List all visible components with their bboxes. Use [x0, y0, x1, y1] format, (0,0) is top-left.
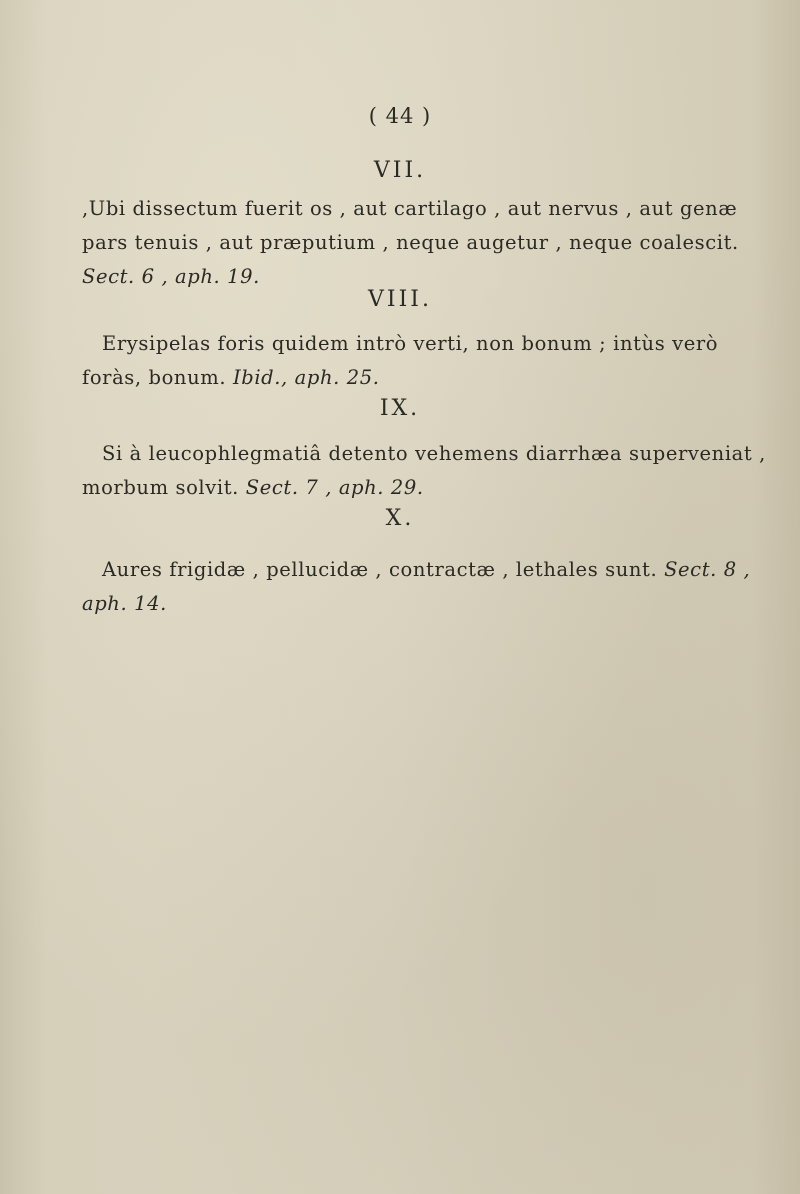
text-line: Erysipelas foris quidem intrò verti, non bonum ; intùs verò [102, 332, 719, 355]
reference-citation: Sect. 6 , aph. 19. [82, 265, 260, 288]
reference-citation: Ibid., aph. 25. [232, 366, 380, 389]
aphorism-paragraph [82, 327, 742, 395]
page-number: ( 44 ) [368, 104, 432, 128]
text-fragment: foràs, bonum. [82, 366, 227, 389]
reference-citation: Sect. 8 , [664, 558, 751, 581]
text-line: pars tenuis , aut præputium , neque augetur , neque coalescit. [82, 231, 739, 254]
reference-citation: Sect. 7 , aph. 29. [245, 476, 424, 499]
text-line-with-reference [82, 471, 742, 505]
reference-continuation: aph. 14. [82, 592, 167, 615]
aphorism-paragraph [82, 437, 766, 505]
section-heading: VII. [373, 158, 427, 183]
text-line: Si à leucophlegmatiâ detento vehemens diarrhæa superveniat , [102, 442, 766, 465]
text-line-with-reference [82, 553, 751, 587]
section-heading: VIII. [368, 287, 432, 312]
aphorism-paragraph [82, 553, 751, 621]
text-fragment: morbum solvit. [82, 476, 239, 499]
aphorism-paragraph [82, 192, 742, 294]
text-line-with-reference [82, 361, 742, 395]
section-heading: X. [385, 506, 415, 531]
section-heading: IX. [379, 396, 421, 421]
text-line: ,Ubi dissectum fuerit os , aut cartilago , aut nervus , aut genæ [82, 197, 738, 220]
text-fragment: Aures frigidæ , pellucidæ , contractæ , lethales sunt. [102, 558, 658, 581]
